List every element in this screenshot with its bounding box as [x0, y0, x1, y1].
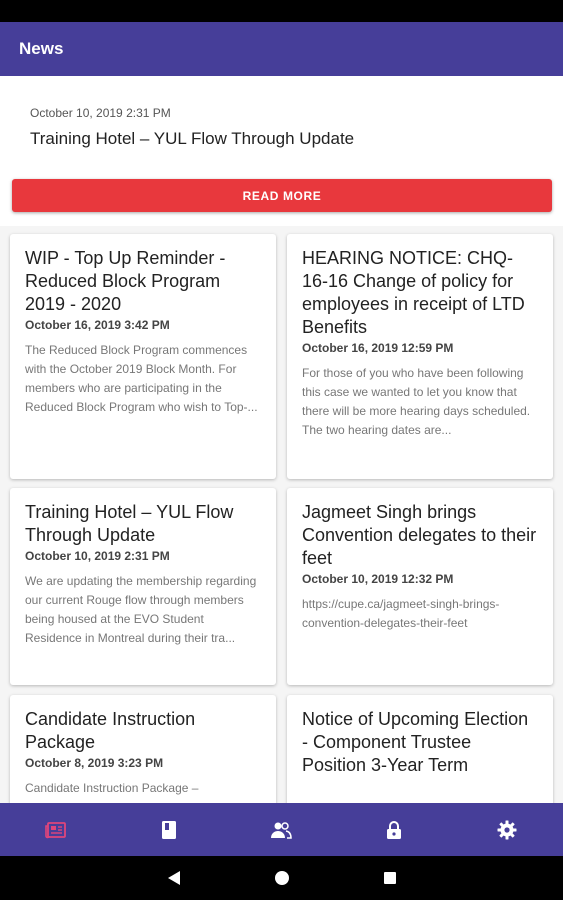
back-icon	[167, 870, 181, 886]
card-title: Jagmeet Singh brings Convention delegates to their feet	[302, 502, 537, 568]
recents-button[interactable]	[380, 868, 400, 888]
card-description: The Reduced Block Program commences with the October 2019 Block Month. For members who are participating in the Reduced Block Program who wish to Top-...	[25, 343, 258, 414]
card-date: October 10, 2019 2:31 PM	[25, 549, 170, 563]
bottom-navigation	[0, 803, 563, 856]
book-icon	[160, 820, 178, 840]
news-card[interactable]	[287, 695, 553, 803]
nav-news[interactable]	[36, 810, 76, 850]
settings-icon	[497, 820, 517, 840]
system-navigation-bar	[0, 856, 563, 900]
nav-settings[interactable]	[487, 810, 527, 850]
news-feed[interactable]	[0, 76, 563, 803]
card-description: For those of you who have been following this case we wanted to let you know that there will be more hearing days scheduled. The two hearing dates are...	[302, 366, 531, 437]
read-more-button[interactable]: READ MORE	[12, 179, 552, 212]
card-title: HEARING NOTICE: CHQ-16-16 Change of policy for employees in receipt of LTD Benefits	[302, 248, 525, 337]
news-card[interactable]	[287, 234, 553, 479]
featured-date: October 10, 2019 2:31 PM	[30, 106, 171, 120]
lock-icon	[386, 820, 402, 840]
home-icon	[274, 870, 290, 886]
card-description: We are updating the membership regarding our current Rouge flow through members being housed at the EVO Student Residence in Montreal during their tra...	[25, 574, 257, 645]
card-title: Candidate Instruction Package	[25, 709, 196, 752]
back-button[interactable]	[164, 868, 184, 888]
app-bar	[0, 22, 563, 76]
nav-lock[interactable]	[374, 810, 414, 850]
card-description: Candidate Instruction Package –	[25, 781, 199, 795]
recents-icon	[383, 871, 397, 885]
card-title: Notice of Upcoming Election - Component Trustee Position 3-Year Term	[302, 709, 529, 775]
featured-news	[0, 76, 563, 226]
news-card[interactable]	[10, 234, 276, 479]
home-button[interactable]	[272, 868, 292, 888]
card-date: October 8, 2019 3:23 PM	[25, 756, 164, 770]
news-icon	[45, 821, 67, 839]
card-date: October 16, 2019 3:42 PM	[25, 318, 170, 332]
app-title: News	[19, 39, 64, 58]
news-card[interactable]	[287, 488, 553, 685]
nav-book[interactable]	[149, 810, 189, 850]
status-bar	[0, 0, 563, 22]
card-date: October 16, 2019 12:59 PM	[302, 341, 454, 355]
card-description: https://cupe.ca/jagmeet-singh-brings-convention-delegates-their-feet	[302, 597, 500, 630]
card-date: October 10, 2019 12:32 PM	[302, 572, 454, 586]
news-card[interactable]	[10, 488, 276, 685]
people-icon	[270, 821, 292, 839]
nav-people[interactable]	[261, 810, 301, 850]
featured-title: Training Hotel – YUL Flow Through Update	[30, 129, 355, 148]
news-card[interactable]	[10, 695, 276, 803]
card-title: WIP - Top Up Reminder - Reduced Block Program 2019 - 2020	[25, 248, 226, 314]
card-title: Training Hotel – YUL Flow Through Update	[25, 502, 234, 545]
